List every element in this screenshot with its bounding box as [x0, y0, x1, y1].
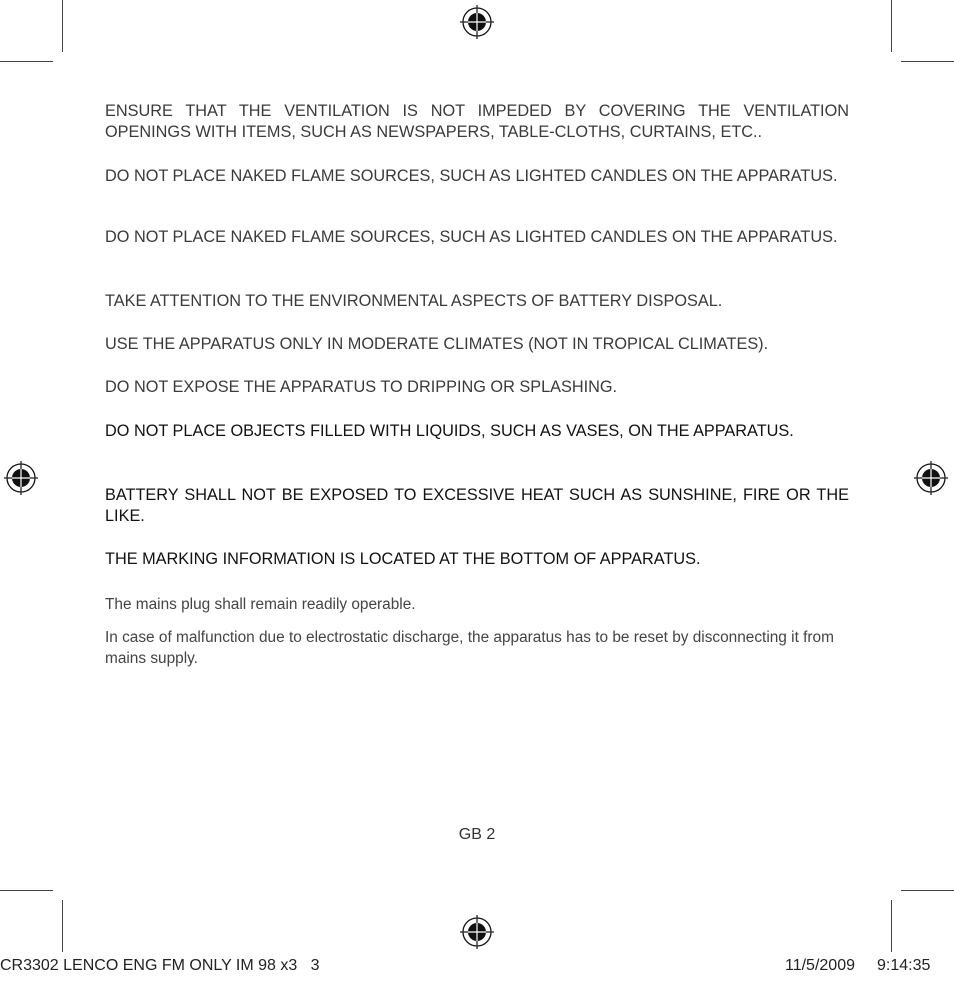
- registration-mark-icon: [4, 461, 38, 495]
- crop-mark: [62, 0, 63, 52]
- note-paragraph: In case of malfunction due to electrostatic discharge, the apparatus has to be reset by disconnecting it from mains supply.: [105, 629, 834, 667]
- safety-paragraph: DO NOT PLACE OBJECTS FILLED WITH LIQUIDS, SUCH AS VASES, ON THE APPARATUS.: [105, 422, 794, 440]
- crop-mark: [62, 900, 63, 952]
- registration-mark-icon: [460, 915, 494, 949]
- safety-paragraph: ENSURE THAT THE VENTILATION IS NOT IMPEDED BY COVERING THE VENTILATION OPENINGS WITH ITEMS, SUCH AS NEWSPAPERS, TABLE-CLOTHS, CURTAINS, ETC..: [105, 102, 849, 141]
- footer-job-info: CR3302 LENCO ENG FM ONLY IM 98 x3 3: [0, 957, 320, 974]
- crop-mark: [901, 61, 954, 62]
- safety-paragraph: THE MARKING INFORMATION IS LOCATED AT THE BOTTOM OF APPARATUS.: [105, 550, 701, 568]
- note-paragraph: The mains plug shall remain readily operable.: [105, 596, 416, 613]
- safety-paragraph: DO NOT PLACE NAKED FLAME SOURCES, SUCH AS LIGHTED CANDLES ON THE APPARATUS.: [105, 228, 838, 246]
- crop-mark: [901, 890, 954, 891]
- registration-mark-icon: [460, 5, 494, 39]
- crop-mark: [0, 890, 53, 891]
- footer-time: 9:14:35: [877, 957, 931, 974]
- crop-mark: [0, 61, 53, 62]
- safety-paragraph: USE THE APPARATUS ONLY IN MODERATE CLIMATES (NOT IN TROPICAL CLIMATES).: [105, 335, 769, 353]
- crop-mark: [891, 900, 892, 952]
- safety-paragraph: DO NOT EXPOSE THE APPARATUS TO DRIPPING OR SPLASHING.: [105, 378, 618, 396]
- safety-paragraph: BATTERY SHALL NOT BE EXPOSED TO EXCESSIVE HEAT SUCH AS SUNSHINE, FIRE OR THE LIKE.: [105, 486, 849, 525]
- page-number: GB 2: [458, 826, 496, 843]
- footer-date: 11/5/2009: [785, 957, 855, 974]
- registration-mark-icon: [914, 461, 948, 495]
- crop-mark: [891, 0, 892, 52]
- safety-paragraph: DO NOT PLACE NAKED FLAME SOURCES, SUCH AS LIGHTED CANDLES ON THE APPARATUS.: [105, 167, 838, 185]
- safety-paragraph: TAKE ATTENTION TO THE ENVIRONMENTAL ASPECTS OF BATTERY DISPOSAL.: [105, 292, 723, 310]
